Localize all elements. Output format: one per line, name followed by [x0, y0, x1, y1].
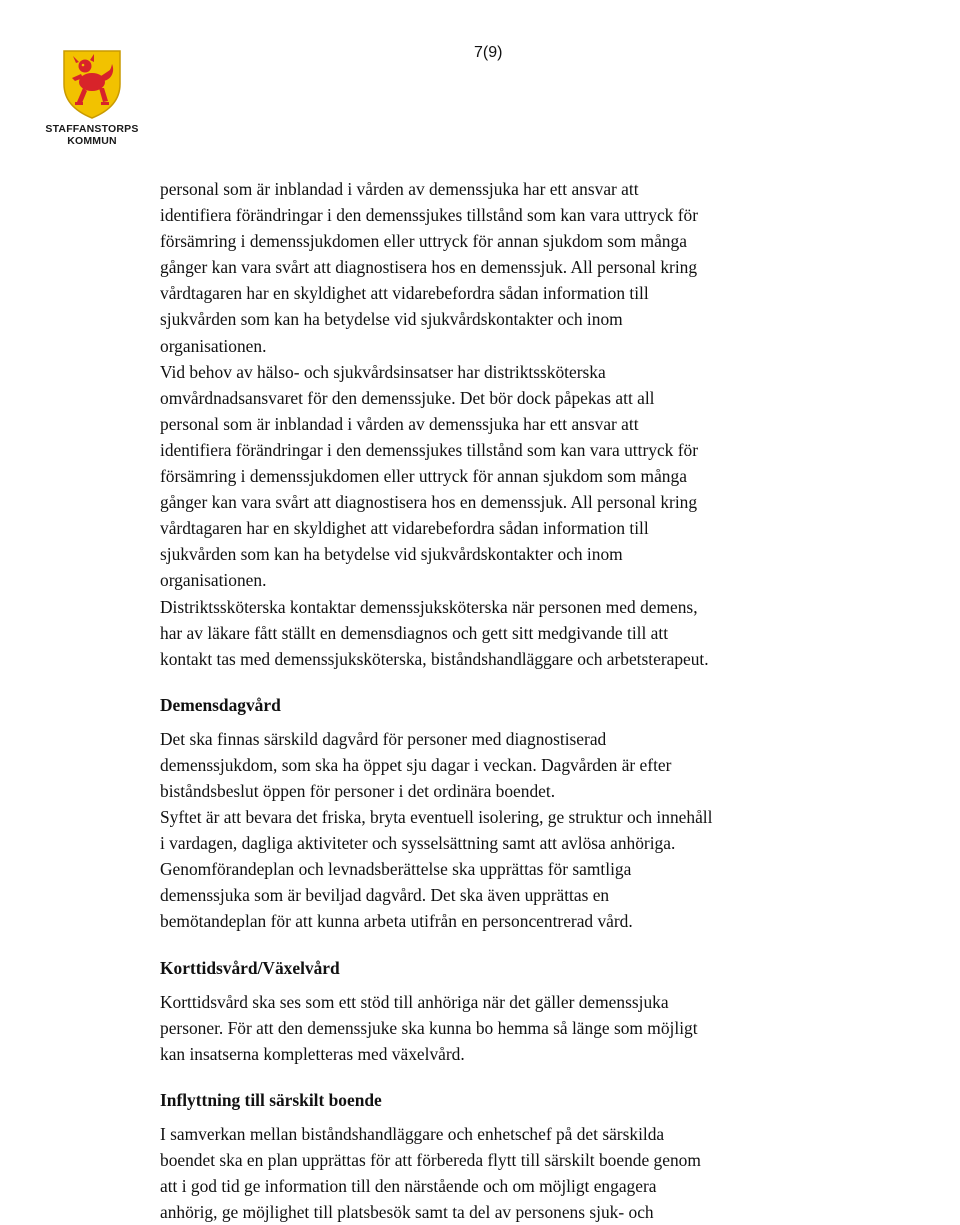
text-line: I samverkan mellan biståndshandläggare och enhetschef på det särskilda: [160, 1123, 665, 1144]
section-heading-inflyttning: Inflyttning till särskilt boende: [160, 1089, 382, 1110]
logo-text-line1: STAFFANSTORPS: [45, 123, 139, 135]
text-line: Korttidsvård ska ses som ett stöd till anhöriga när det gäller demenssjuka: [160, 991, 669, 1012]
text-line: har av läkare fått ställt en demensdiagnos och gett sitt medgivande till att: [160, 622, 669, 643]
text-line: personal som är inblandad i vården av demenssjuka har ett ansvar att: [160, 413, 639, 434]
text-line: Distriktssköterska kontaktar demenssjuksköterska när personen med demens,: [160, 596, 698, 617]
coat-of-arms-icon: [61, 48, 123, 120]
text-line: Genomförandeplan och levnadsberättelse ska upprättas för samtliga: [160, 859, 632, 880]
text-line: identifiera förändringar i den demenssjukes tillstånd som kan vara uttryck för: [160, 439, 698, 460]
municipality-logo: [40, 48, 144, 152]
section-body-demensdagvard: [160, 726, 940, 935]
text-line: Det ska finnas särskild dagvård för personer med diagnostiserad: [160, 728, 607, 749]
section-heading-demensdagvard: Demensdagvård: [160, 694, 281, 715]
paragraph-intro: [160, 176, 940, 672]
section-body-korttidsvard: [160, 989, 940, 1067]
text-line: att i god tid ge information till den närstående och om möjligt engagera: [160, 1176, 657, 1196]
section-heading-korttidsvard: Korttidsvård/Växelvård: [160, 957, 340, 978]
text-line: demenssjukdom, som ska ha öppet sju dagar i veckan. Dagvården är efter: [160, 754, 672, 775]
text-line: anhörig, ge möjlighet till platsbesök samt ta del av personens sjuk- och: [160, 1202, 654, 1223]
text-line: omvårdnadsansvaret för den demenssjuke. Det bör dock påpekas att all: [160, 387, 655, 408]
text-line: kan insatserna kompletteras med växelvård.: [160, 1043, 465, 1064]
text-line: gånger kan vara svårt att diagnostisera hos en demenssjuk. All personal kring: [160, 257, 698, 278]
text-line: demenssjuka som är beviljad dagvård. Det ska även upprättas en: [160, 885, 610, 906]
text-line: vårdtagaren har en skyldighet att vidarebefordra sådan information till: [160, 518, 649, 539]
text-line: personer. För att den demenssjuke ska kunna bo hemma så länge som möjligt: [160, 1017, 698, 1038]
document-body: [160, 176, 940, 1225]
text-line: organisationen.: [160, 335, 267, 356]
text-line: i vardagen, dagliga aktiviteter och sysselsättning samt att avlösa anhöriga.: [160, 833, 676, 854]
text-line: sjukvården som kan ha betydelse vid sjukvårdskontakter och inom: [160, 309, 623, 330]
text-line: gånger kan vara svårt att diagnostisera hos en demenssjuk. All personal kring: [160, 492, 698, 513]
section-body-inflyttning: [160, 1121, 940, 1225]
text-line: organisationen.: [160, 570, 267, 591]
text-line: Syftet är att bevara det friska, bryta eventuell isolering, ge struktur och innehåll: [160, 807, 713, 828]
page-number: 7(9): [474, 44, 503, 61]
text-line: försämring i demenssjukdomen eller uttryck för annan sjukdom som många: [160, 231, 687, 252]
text-line: kontakt tas med demenssjuksköterska, biståndshandläggare och arbetsterapeut.: [160, 648, 709, 669]
text-line: personal som är inblandad i vården av demenssjuka har ett ansvar att: [160, 179, 639, 199]
text-line: försämring i demenssjukdomen eller uttryck för annan sjukdom som många: [160, 466, 687, 487]
text-line: boendet ska en plan upprättas för att förbereda flytt till särskilt boende genom: [160, 1149, 701, 1170]
text-line: vårdtagaren har en skyldighet att vidarebefordra sådan information till: [160, 283, 649, 304]
text-line: sjukvården som kan ha betydelse vid sjukvårdskontakter och inom: [160, 544, 623, 565]
text-line: Vid behov av hälso- och sjukvårdsinsatser har distriktssköterska: [160, 361, 606, 382]
logo-text-line2: KOMMUN: [67, 135, 117, 147]
text-line: biståndsbeslut öppen för personer i det ordinära boendet.: [160, 780, 556, 801]
text-line: identifiera förändringar i den demenssjukes tillstånd som kan vara uttryck för: [160, 205, 698, 226]
text-line: bemötandeplan för att kunna arbeta utifrån en personcentrerad vård.: [160, 911, 633, 932]
